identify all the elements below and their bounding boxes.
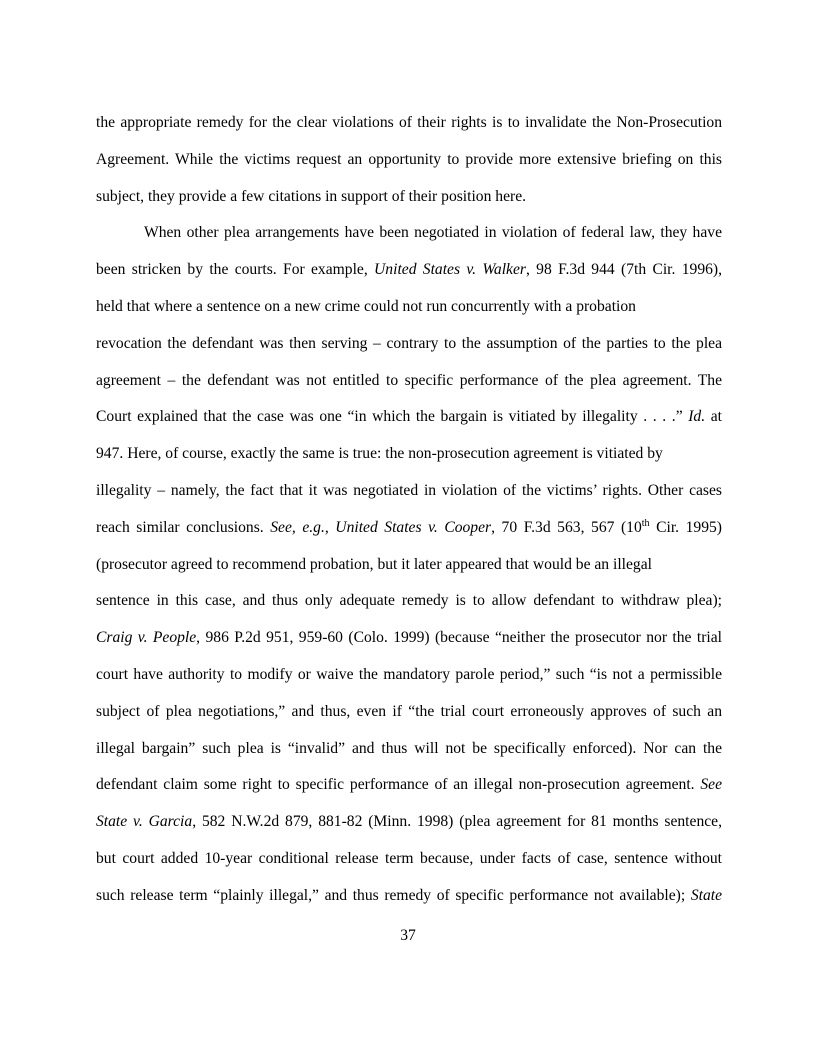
text-segment: reach similar conclusions.	[96, 518, 271, 536]
text-line	[96, 184, 722, 221]
text-segment: illegality – namely, the fact that it was negotiated in violation of the victims’ rights. Other cases	[96, 481, 722, 499]
text-segment: Cir. 1995)	[649, 518, 722, 536]
text-segment: revocation the defendant was then serving – contrary to the assumption of the parties to the plea	[96, 334, 722, 352]
text-line	[96, 110, 722, 147]
text-segment: Court explained that the case was one “in which the bargain is vitiated by illegality . . . .”	[96, 408, 689, 426]
text-segment: , 582 N.W.2d 879, 881-82 (Minn. 1998) (plea agreement for 81 months sentence,	[192, 813, 722, 831]
text-line	[96, 662, 722, 699]
text-segment: (prosecutor agreed to recommend probation, but it later appeared that would be an illegal	[96, 555, 652, 573]
text-segment: the appropriate remedy for the clear violations of their rights is to invalidate the Non-Prosecution	[96, 114, 722, 131]
text-line	[96, 809, 722, 846]
text-line	[96, 772, 722, 809]
text-segment: but court added 10-year conditional release term because, under facts of case, sentence without	[96, 849, 722, 867]
text-line	[96, 147, 722, 184]
citation-text: State	[690, 886, 722, 904]
text-line	[96, 404, 722, 441]
citation-text: State v. Garcia	[96, 813, 193, 831]
text-line	[96, 588, 722, 625]
text-line	[96, 331, 722, 368]
text-segment: held that where a sentence on a new crime could not run concurrently with a probation	[96, 297, 636, 315]
text-line	[96, 441, 722, 478]
text-segment: sentence in this case, and thus only adequate remedy is to allow defendant to withdraw plea);	[96, 592, 722, 610]
text-segment: such release term “plainly illegal,” and thus remedy of specific performance not available);	[96, 886, 691, 904]
text-segment: illegal bargain” such plea is “invalid” and thus will not be specifically enforced). Nor can the	[96, 739, 722, 757]
text-segment: been stricken by the courts. For example,	[96, 261, 375, 279]
text-segment: subject, they provide a few citations in support of their position here.	[96, 187, 527, 205]
text-line	[96, 368, 722, 405]
text-line	[96, 257, 722, 294]
text-segment: When other plea arrangements have been negotiated in violation of federal law, they have	[144, 224, 722, 242]
citation-text: Craig v. People	[96, 629, 197, 647]
text-line	[96, 515, 722, 552]
text-line	[96, 883, 722, 920]
text-segment: at	[705, 408, 722, 426]
text-segment: , 986 P.2d 951, 959-60 (Colo. 1999) (because “neither the prosecutor nor the trial	[196, 629, 722, 647]
citation-text: See	[700, 776, 722, 794]
text-segment: defendant claim some right to specific performance of an illegal non-prosecution agreement.	[96, 776, 701, 794]
citation-text: Id.	[688, 408, 706, 426]
text-line	[96, 552, 722, 589]
citation-text: United States v. Walker	[374, 261, 526, 279]
ordinal-superscript: th	[641, 517, 650, 529]
text-line	[96, 846, 722, 883]
text-line	[96, 736, 722, 773]
text-segment: , 70 F.3d 563, 567 (10	[491, 518, 642, 536]
citation-text: See, e.g., United States v. Cooper	[270, 518, 492, 536]
text-segment: , 98 F.3d 944 (7th Cir. 1996),	[525, 261, 722, 279]
document-body	[96, 110, 722, 920]
text-segment: subject of plea negotiations,” and thus, even if “the trial court erroneously approves of such an	[96, 702, 722, 720]
text-line	[96, 699, 722, 736]
text-segment: court have authority to modify or waive the mandatory parole period,” such “is not a permissible	[96, 665, 722, 683]
text-line	[96, 220, 722, 257]
text-segment: 947. Here, of course, exactly the same is true: the non-prosecution agreement is vitiated by	[96, 445, 663, 463]
text-segment: Agreement. While the victims request an opportunity to provide more extensive briefing on this	[96, 150, 722, 168]
text-line	[96, 478, 722, 515]
text-line	[96, 294, 722, 331]
text-line	[96, 625, 722, 662]
text-segment: agreement – the defendant was not entitled to specific performance of the plea agreement. The	[96, 371, 722, 389]
page-number: 37	[400, 927, 416, 944]
